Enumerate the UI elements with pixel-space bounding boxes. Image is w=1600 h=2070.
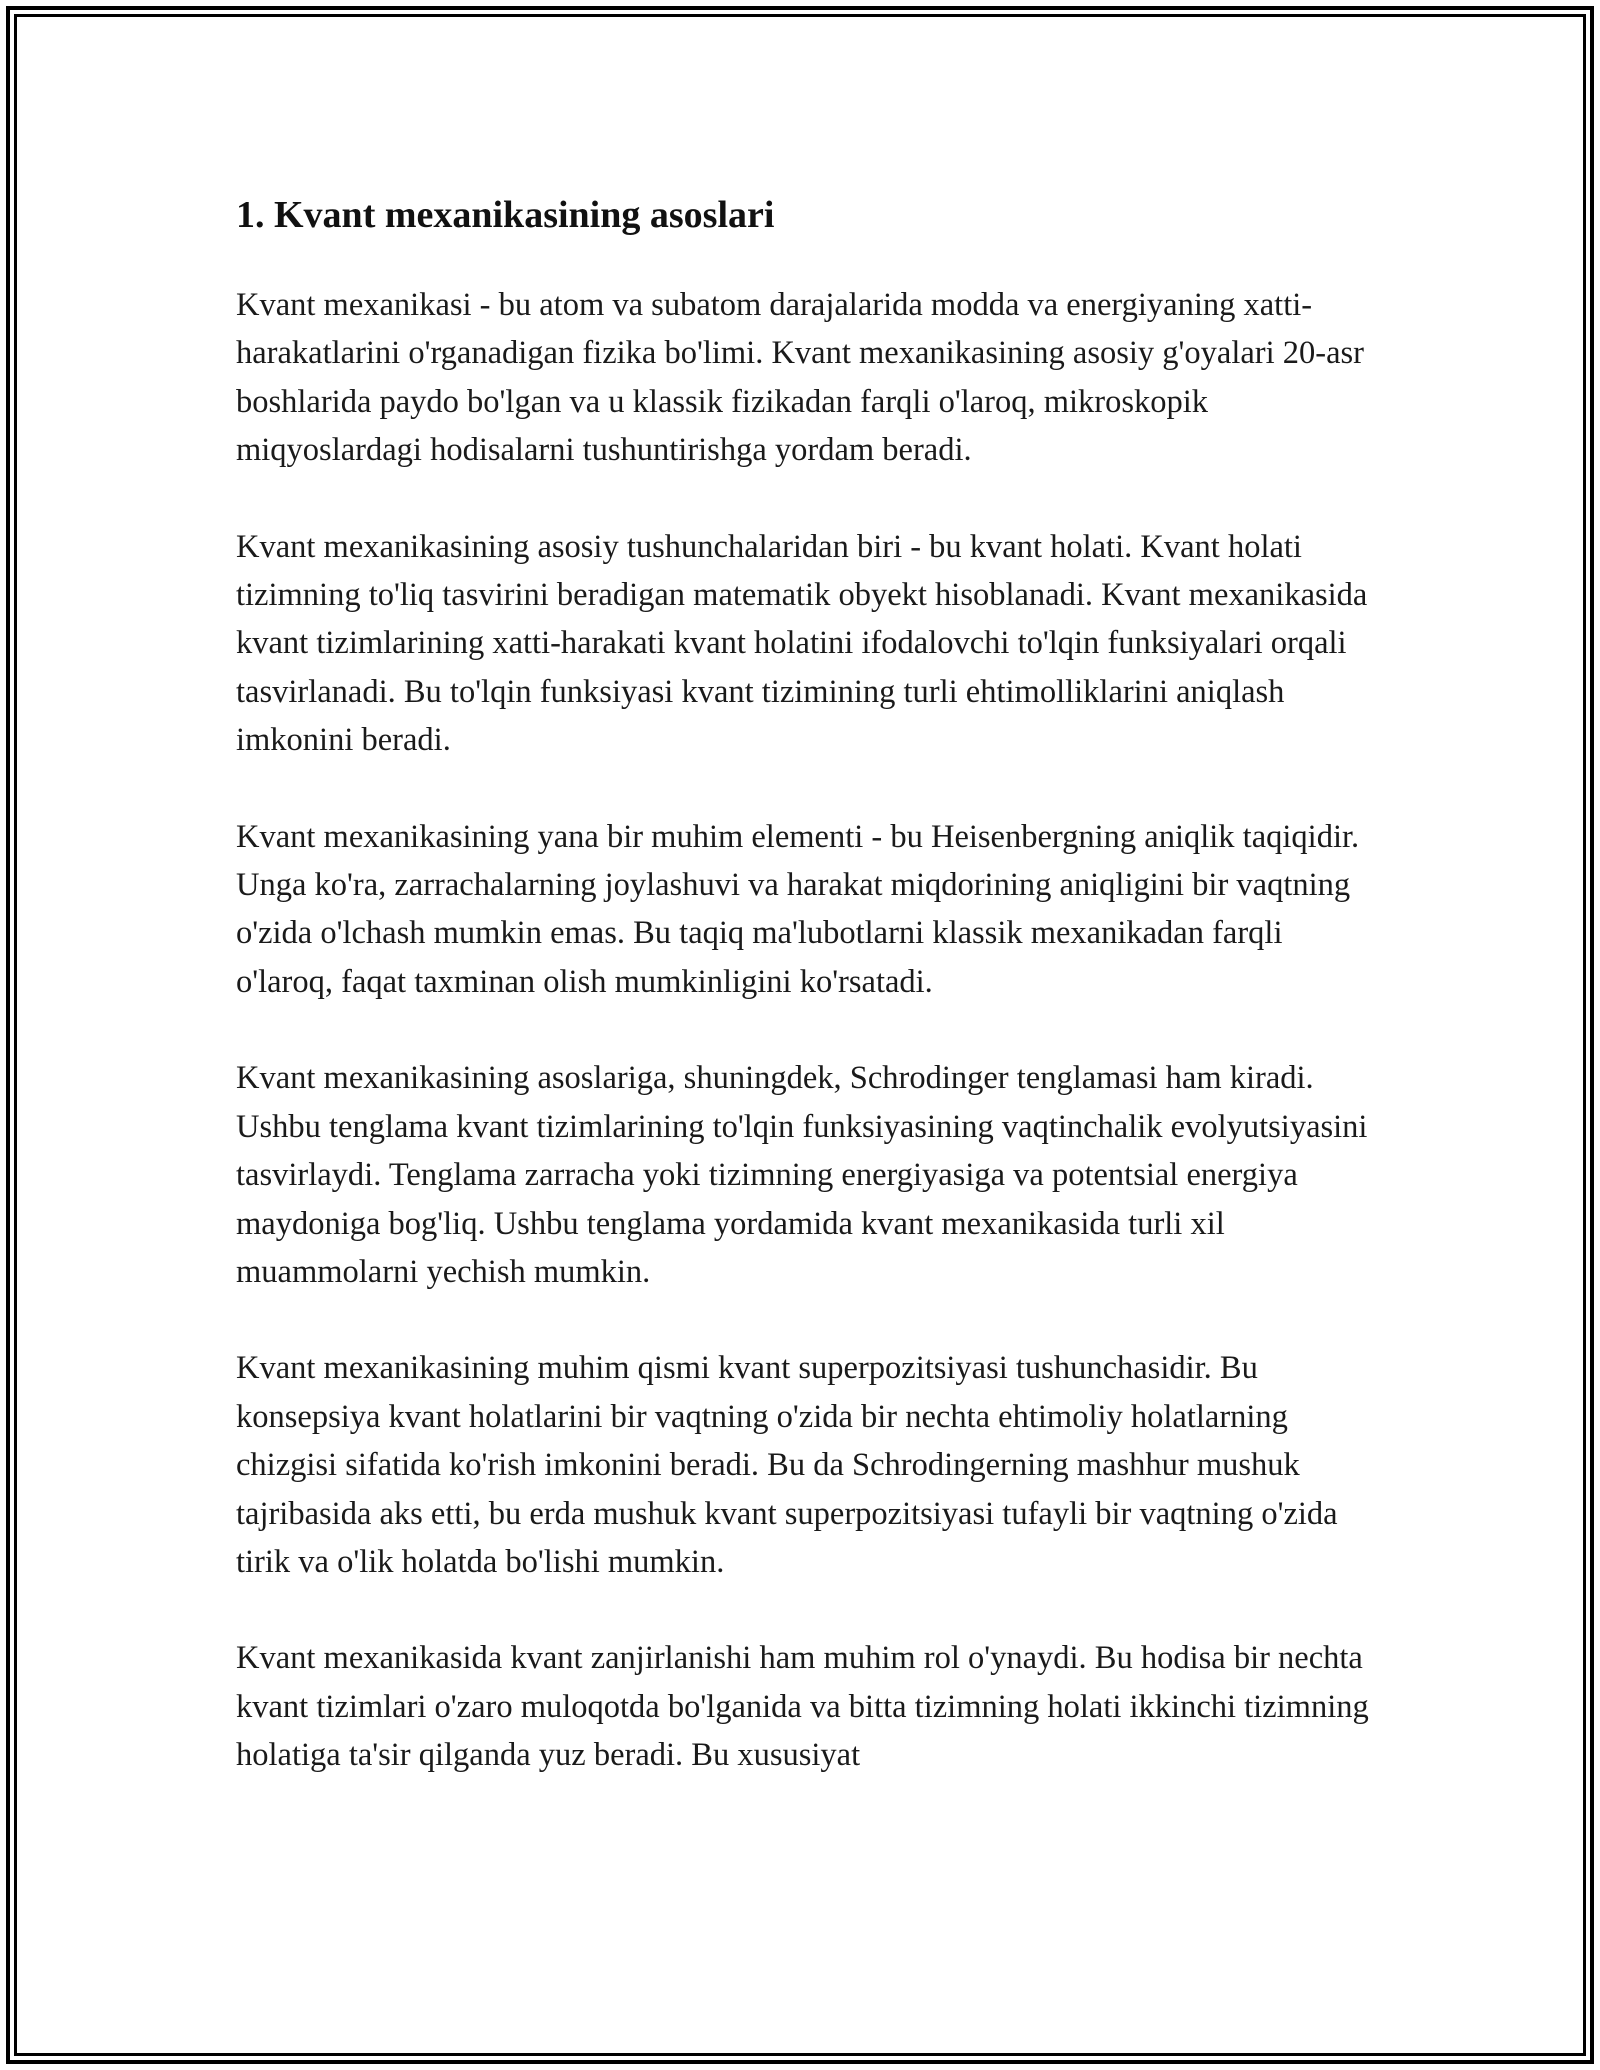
paragraph-6: Kvant mexanikasida kvant zanjirlanishi ham muhim rol o'ynaydi. Bu hodisa bir nechta kvant tizimlari o'zaro muloqotda bo'lganida va bitta tizimning holati ikkinchi tizimning holatiga ta'sir qilganda yuz beradi. Bu xususiyat: [236, 1640, 1369, 1774]
paragraph-2: Kvant mexanikasining asosiy tushunchalaridan biri - bu kvant holati. Kvant holati tizimning to'liq tasvirini beradigan matematik obyekt hisoblanadi. Kvant mexanikasida kvant tizimlarining xatti-harakati kvant holatini ifodalovchi to'lqin funksiyalari orqali tasvirlanadi. Bu to'lqin funksiyasi kvant tizimining turli ehtimolliklarini aniqlash imkonini beradi.: [236, 528, 1368, 759]
section-heading: 1. Kvant mexanikasining asoslari: [236, 194, 775, 236]
paragraph-5: Kvant mexanikasining muhim qismi kvant superpozitsiyasi tushunchasidir. Bu konsepsiya kvant holatlarini bir vaqtning o'zida bir nechta ehtimoliy holatlarning chizgisi sifatida ko'rish imkonini beradi. Bu da Schrodingerning mashhur mushuk tajribasida aks etti, bu erda mushuk kvant superpozitsiyasi tufayli bir vaqtning o'zida tirik va o'lik holatda bo'lishi mumkin.: [236, 1350, 1338, 1580]
paragraph-4: Kvant mexanikasining asoslariga, shuningdek, Schrodinger tenglamasi ham kiradi. Ushbu tenglama kvant tizimlarining to'lqin funksiyasining vaqtinchalik evolyutsiyasini tasvirlaydi. Tenglama zarracha yoki tizimning energiyasiga va potentsial energiya maydoniga bog'liq. Ushbu tenglama yordamida kvant mexanikasida turli xil muammolarni yechish mumkin.: [236, 1060, 1368, 1290]
paragraph-3: Kvant mexanikasining yana bir muhim elementi - bu Heisenbergning aniqlik taqiqidir. Unga ko'ra, zarrachalarning joylashuvi va harakat miqdorining aniqligini bir vaqtning o'zida o'lchash mumkin emas. Bu taqiq ma'lubotlarni klassik mexanikadan farqli o'laroq, faqat taxminan olish mumkinligini ko'rsatadi.: [236, 818, 1360, 1000]
document-body: [236, 185, 1376, 1828]
paragraph-1: Kvant mexanikasi - bu atom va subatom darajalarida modda va energiyaning xatti-harakatlarini o'rganadigan fizika bo'limi. Kvant mexanikasining asosiy g'oyalari 20-asr boshlarida paydo bo'lgan va u klassik fizikadan farqli o'laroq, mikroskopik miqyoslardagi hodisalarni tushuntirishga yordam beradi.: [236, 287, 1364, 469]
